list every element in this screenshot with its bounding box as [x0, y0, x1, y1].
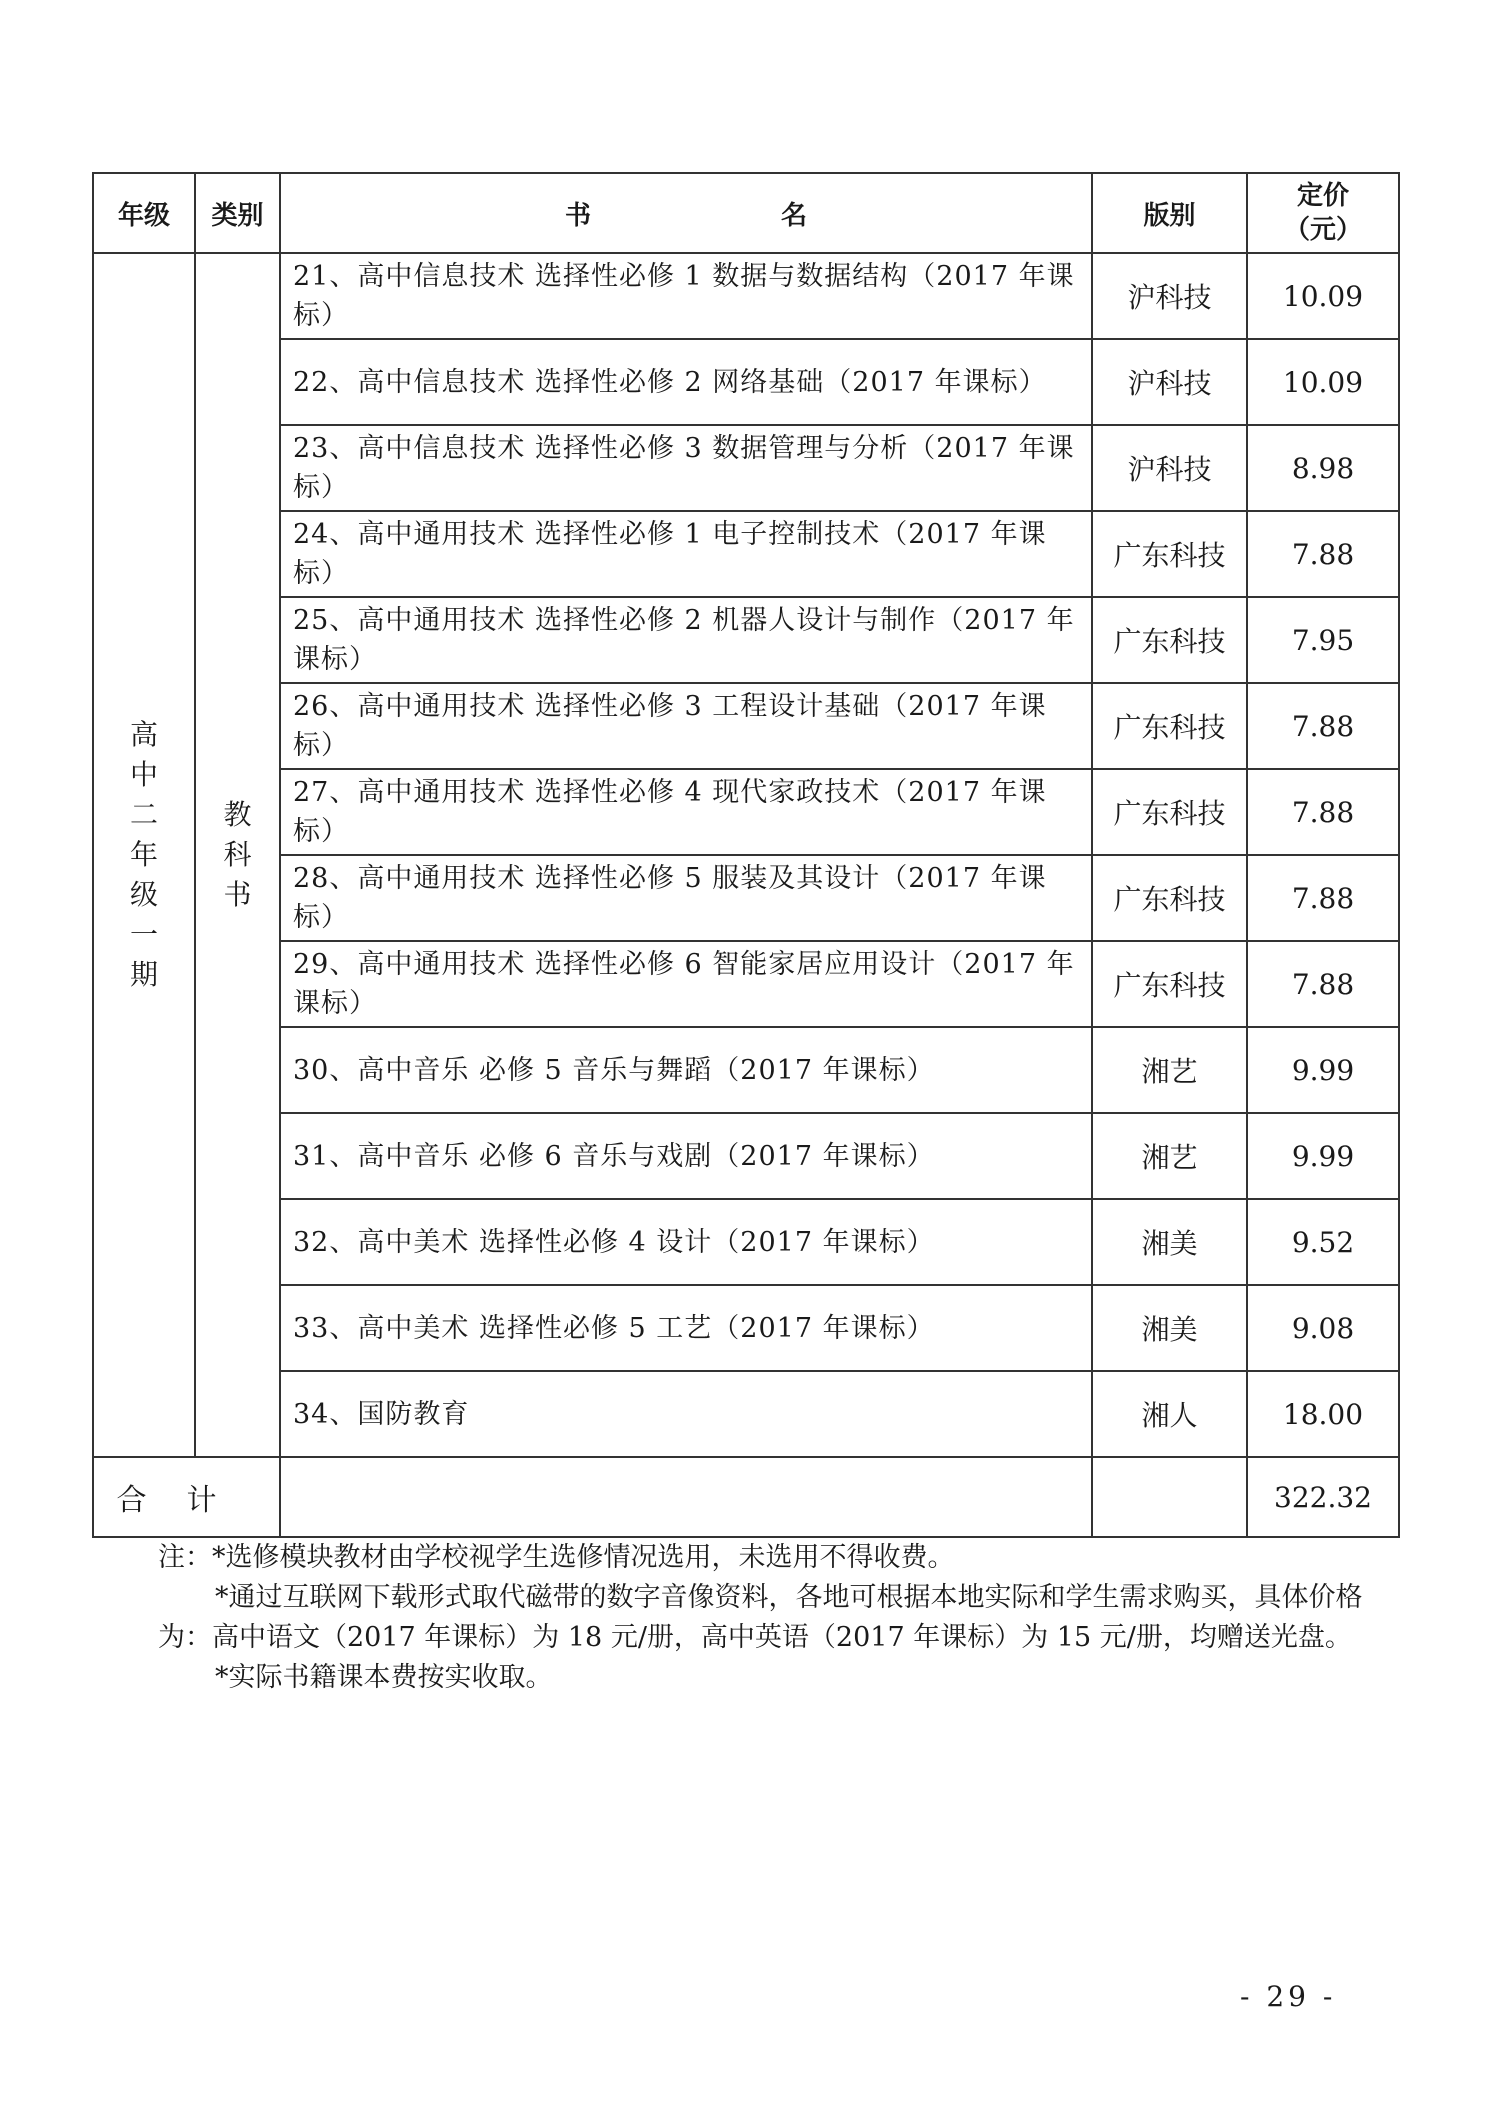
book-name-cell: 31、高中音乐 必修 6 音乐与戏剧（2017 年课标） — [280, 1113, 1092, 1199]
header-price-text: 定价（元） — [1283, 181, 1362, 245]
header-category: 类别 — [195, 173, 280, 253]
price-cell: 10.09 — [1247, 253, 1399, 339]
book-name-cell: 21、高中信息技术 选择性必修 1 数据与数据结构（2017 年课标） — [280, 253, 1092, 339]
price-cell: 7.88 — [1247, 769, 1399, 855]
edition-cell: 湘艺 — [1092, 1027, 1247, 1113]
table-row — [93, 683, 1399, 769]
table-row — [93, 339, 1399, 425]
book-name-cell: 27、高中通用技术 选择性必修 4 现代家政技术（2017 年课标） — [280, 769, 1092, 855]
edition-cell: 广东科技 — [1092, 683, 1247, 769]
table-header-row — [93, 173, 1399, 253]
price-cell: 7.95 — [1247, 597, 1399, 683]
edition-cell: 沪科技 — [1092, 339, 1247, 425]
note-1: 注：*选修模块教材由学校视学生选修情况选用，未选用不得收费。 — [158, 1542, 955, 1573]
edition-cell: 湘美 — [1092, 1285, 1247, 1371]
table-row — [93, 941, 1399, 1027]
header-edition: 版别 — [1092, 173, 1247, 253]
header-grade: 年级 — [93, 173, 195, 253]
price-cell: 10.09 — [1247, 339, 1399, 425]
price-cell: 9.52 — [1247, 1199, 1399, 1285]
grade-cell — [93, 253, 195, 1457]
book-name-cell: 22、高中信息技术 选择性必修 2 网络基础（2017 年课标） — [280, 339, 1092, 425]
edition-cell: 湘美 — [1092, 1199, 1247, 1285]
edition-cell: 广东科技 — [1092, 769, 1247, 855]
table-row — [93, 1285, 1399, 1371]
book-name-cell: 32、高中美术 选择性必修 4 设计（2017 年课标） — [280, 1199, 1092, 1285]
grade-label: 高中二年级一期 — [129, 718, 158, 991]
edition-cell: 广东科技 — [1092, 855, 1247, 941]
table-row — [93, 1027, 1399, 1113]
edition-cell: 广东科技 — [1092, 597, 1247, 683]
table-row — [93, 597, 1399, 683]
category-cell — [195, 253, 280, 1457]
book-name-cell: 24、高中通用技术 选择性必修 1 电子控制技术（2017 年课标） — [280, 511, 1092, 597]
edition-cell: 广东科技 — [1092, 511, 1247, 597]
table-row — [93, 1199, 1399, 1285]
book-name-cell: 34、国防教育 — [280, 1371, 1092, 1457]
price-cell: 7.88 — [1247, 855, 1399, 941]
total-empty-edition — [1092, 1457, 1247, 1537]
header-price — [1247, 173, 1399, 253]
book-name-cell: 30、高中音乐 必修 5 音乐与舞蹈（2017 年课标） — [280, 1027, 1092, 1113]
header-book-name-text: 书名 — [564, 200, 997, 231]
textbook-price-table — [92, 172, 1400, 1538]
price-cell: 7.88 — [1247, 511, 1399, 597]
note-2-text: *通过互联网下载形式取代磁带的数字音像资料，各地可根据本地实际和学生需求购买，具体价格为：高中语文（2017 年课标）为 18 元/册，高中英语（2017 年课标）为 15 元/册，均赠送光盘。 — [158, 1582, 1363, 1653]
price-cell: 7.88 — [1247, 683, 1399, 769]
edition-cell: 广东科技 — [1092, 941, 1247, 1027]
total-empty-name — [280, 1457, 1092, 1537]
book-name-cell: 23、高中信息技术 选择性必修 3 数据管理与分析（2017 年课标） — [280, 425, 1092, 511]
total-row — [93, 1457, 1399, 1537]
price-cell: 9.08 — [1247, 1285, 1399, 1371]
book-name-cell: 26、高中通用技术 选择性必修 3 工程设计基础（2017 年课标） — [280, 683, 1092, 769]
notes-section — [158, 1538, 1378, 1698]
edition-cell: 湘艺 — [1092, 1113, 1247, 1199]
edition-cell: 沪科技 — [1092, 425, 1247, 511]
note-3: *实际书籍课本费按实收取。 — [215, 1662, 553, 1693]
price-cell: 7.88 — [1247, 941, 1399, 1027]
category-label: 教科书 — [223, 798, 252, 911]
table-row — [93, 511, 1399, 597]
book-name-cell: 28、高中通用技术 选择性必修 5 服装及其设计（2017 年课标） — [280, 855, 1092, 941]
book-name-cell: 29、高中通用技术 选择性必修 6 智能家居应用设计（2017 年课标） — [280, 941, 1092, 1027]
table-row — [93, 425, 1399, 511]
table-row — [93, 1113, 1399, 1199]
note-2 — [158, 1578, 1378, 1658]
header-book-name — [280, 173, 1092, 253]
book-name-cell: 25、高中通用技术 选择性必修 2 机器人设计与制作（2017 年课标） — [280, 597, 1092, 683]
table-row — [93, 253, 1399, 339]
price-cell: 9.99 — [1247, 1027, 1399, 1113]
edition-cell: 沪科技 — [1092, 253, 1247, 339]
page-number: - 29 - — [1240, 1980, 1337, 2013]
book-name-cell: 33、高中美术 选择性必修 5 工艺（2017 年课标） — [280, 1285, 1092, 1371]
total-label: 合计 — [93, 1457, 280, 1537]
price-cell: 18.00 — [1247, 1371, 1399, 1457]
table-row — [93, 855, 1399, 941]
price-cell: 9.99 — [1247, 1113, 1399, 1199]
table-row — [93, 769, 1399, 855]
total-value: 322.32 — [1247, 1457, 1399, 1537]
price-cell: 8.98 — [1247, 425, 1399, 511]
table-row — [93, 1371, 1399, 1457]
edition-cell: 湘人 — [1092, 1371, 1247, 1457]
